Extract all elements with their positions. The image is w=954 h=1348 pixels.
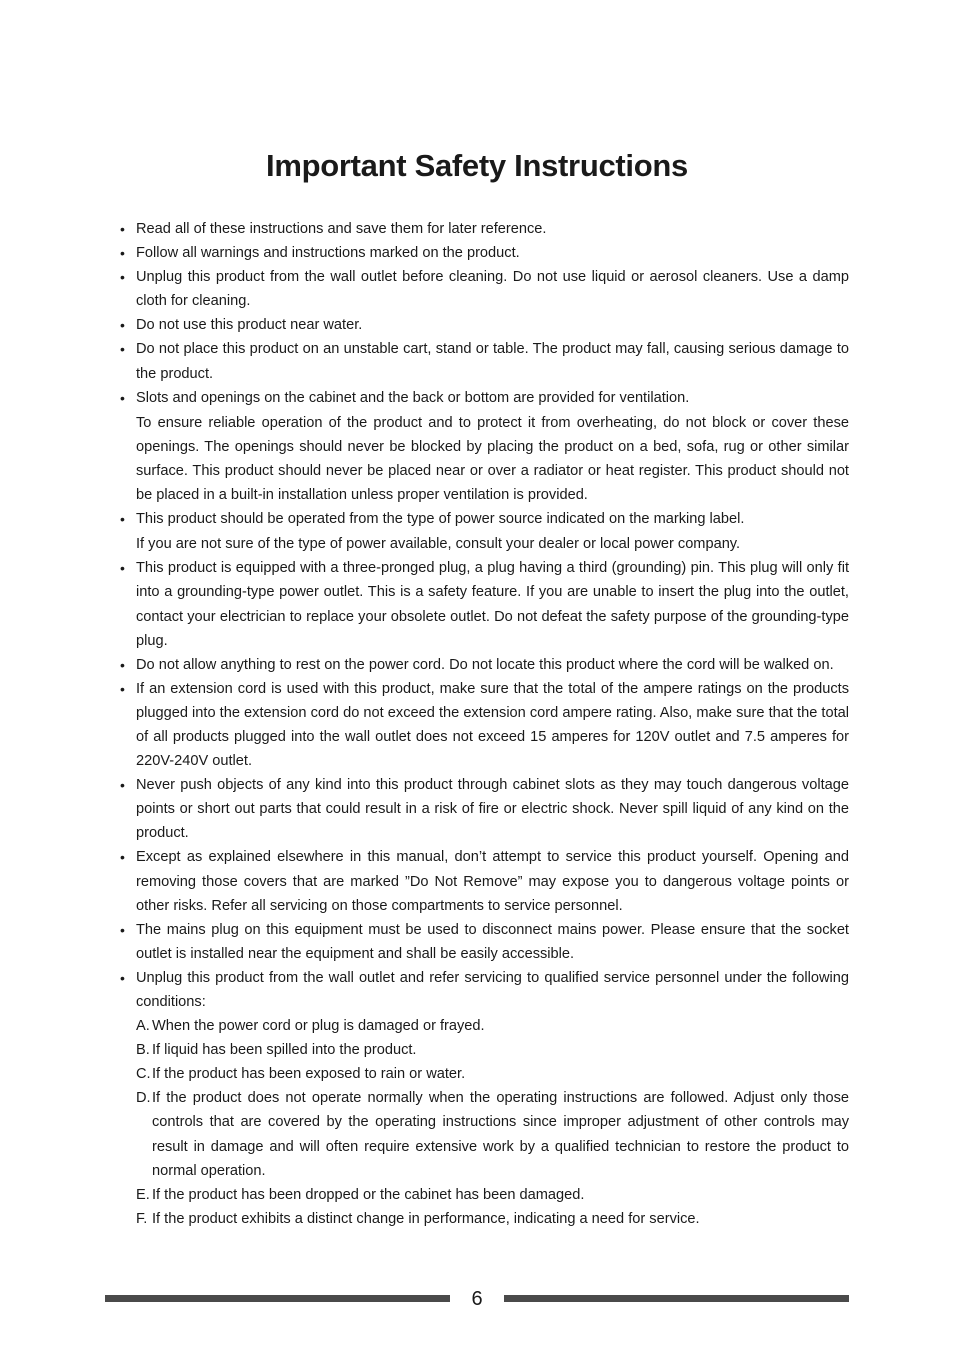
instruction-text: Do not allow anything to rest on the power cord. Do not locate this product where the cord will be walked on. (136, 656, 834, 673)
condition-letter: C. (136, 1066, 151, 1083)
instruction-text: Do not use this product near water. (136, 317, 363, 334)
instructions-list (120, 217, 849, 1231)
bullet-icon: • (120, 269, 125, 286)
bullet-icon: • (120, 680, 125, 697)
condition-text: When the power cord or plug is damaged or frayed. (152, 1018, 485, 1035)
condition-item (136, 1038, 849, 1062)
bullet-icon: • (120, 560, 125, 577)
instruction-item (120, 241, 849, 265)
conditions-list (136, 1014, 849, 1231)
bullet-icon: • (120, 921, 125, 938)
condition-text: If the product does not operate normally when the operating instructions are followed. Adjust only those controls that are covered by the operating instructions since improper adjustment of other controls may result in damage and will often require extensive work by a qualified technician to restore the product to normal operation. (152, 1090, 849, 1179)
instruction-text: This product should be operated from the type of power source indicated on the marking label. (136, 511, 745, 528)
condition-item (136, 1207, 849, 1231)
instruction-item (120, 265, 849, 313)
instruction-text: The mains plug on this equipment must be used to disconnect mains power. Please ensure that the socket outlet is installed near the equipment and shall be easily accessible. (136, 921, 849, 962)
bullet-icon: • (120, 656, 125, 673)
bullet-icon: • (120, 221, 125, 237)
instruction-text: This product is equipped with a three-pronged plug, a plug having a third (grounding) pin. This plug will only fit into a grounding-type power outlet. This is a safety feature. If you are unable to insert the plug into the outlet, contact your electrician to replace your obsolete outlet. Do not defeat the safety purpose of the grounding-type plug. (136, 560, 849, 649)
condition-item (136, 1086, 849, 1182)
condition-item (136, 1183, 849, 1207)
page-number: 6 (471, 1288, 483, 1310)
instruction-text: Except as explained elsewhere in this manual, don’t attempt to service this product yourself. Opening and removing those covers that are marked ”Do Not Remove” may expose you to dangerous voltage points or other risks. Refer all servicing on those compartments to service personnel. (136, 849, 849, 914)
footer-bar-right (504, 1295, 849, 1302)
instruction-text: Never push objects of any kind into this product through cabinet slots as they may touch dangerous voltage points or short out parts that could result in a risk of fire or electric shock. Never spill liquid of any kind on the product. (136, 777, 849, 842)
condition-item (136, 1062, 849, 1086)
instruction-text: Read all of these instructions and save them for later reference. (136, 221, 547, 237)
bullet-icon: • (120, 969, 125, 986)
condition-letter: E. (136, 1186, 150, 1203)
instruction-item (120, 773, 849, 845)
instruction-item (120, 918, 849, 966)
instruction-text: Follow all warnings and instructions marked on the product. (136, 245, 520, 262)
instruction-item (120, 556, 849, 652)
page-title: Important Safety Instructions (266, 148, 688, 183)
condition-text: If the product has been dropped or the cabinet has been damaged. (152, 1186, 585, 1203)
instruction-text: Unplug this product from the wall outlet before cleaning. Do not use liquid or aerosol cleaners. Use a damp cloth for cleaning. (136, 269, 849, 310)
condition-text: If liquid has been spilled into the product. (152, 1042, 417, 1059)
bullet-icon: • (120, 511, 125, 528)
instruction-item (120, 386, 849, 507)
instruction-text: Do not place this product on an unstable cart, stand or table. The product may fall, causing serious damage to the product. (136, 341, 849, 382)
footer-bar-left (105, 1295, 450, 1302)
instruction-text: If you are not sure of the type of power available, consult your dealer or local power company. (136, 536, 741, 553)
instruction-text: Unplug this product from the wall outlet and refer servicing to qualified service personnel under the following conditions: (136, 969, 849, 1010)
condition-text: If the product has been exposed to rain or water. (152, 1066, 466, 1083)
bullet-icon: • (120, 341, 125, 358)
instruction-item (120, 845, 849, 917)
instruction-item (120, 677, 849, 773)
bullet-icon: • (120, 389, 125, 406)
condition-item (136, 1014, 849, 1038)
instruction-item (120, 653, 849, 677)
bullet-icon: • (120, 317, 125, 334)
instruction-item (120, 966, 849, 1231)
page-footer (105, 1285, 849, 1313)
bullet-icon: • (120, 245, 125, 262)
condition-letter: F. (136, 1210, 148, 1227)
instruction-text: If an extension cord is used with this product, make sure that the total of the ampere ratings on the products plugged into the extension cord do not exceed the extension cord ampere rating. Also, make sure that the total of all products plugged into the wall outlet does not exceed 15 amperes for 120V outlet and 7.5 amperes for 220V-240V outlet. (136, 680, 849, 770)
condition-text: If the product exhibits a distinct change in performance, indicating a need for service. (152, 1210, 700, 1227)
condition-letter: A. (136, 1018, 150, 1035)
instruction-text: Slots and openings on the cabinet and the back or bottom are provided for ventilation. (136, 389, 690, 406)
bullet-icon: • (120, 849, 125, 866)
condition-letter: D. (136, 1090, 151, 1107)
instruction-item (120, 507, 849, 556)
instruction-item (120, 337, 849, 385)
condition-letter: B. (136, 1042, 150, 1059)
bullet-icon: • (120, 777, 125, 794)
instruction-text: To ensure reliable operation of the product and to protect it from overheating, do not block or cover these openings. The openings should never be blocked by placing the product on a bed, sofa, rug or other similar surface. This product should never be placed near or over a radiator or heat register. This product should not be placed in a built-in installation unless proper ventilation is provided. (136, 414, 849, 504)
instruction-item (120, 313, 849, 337)
instruction-item (120, 217, 849, 241)
